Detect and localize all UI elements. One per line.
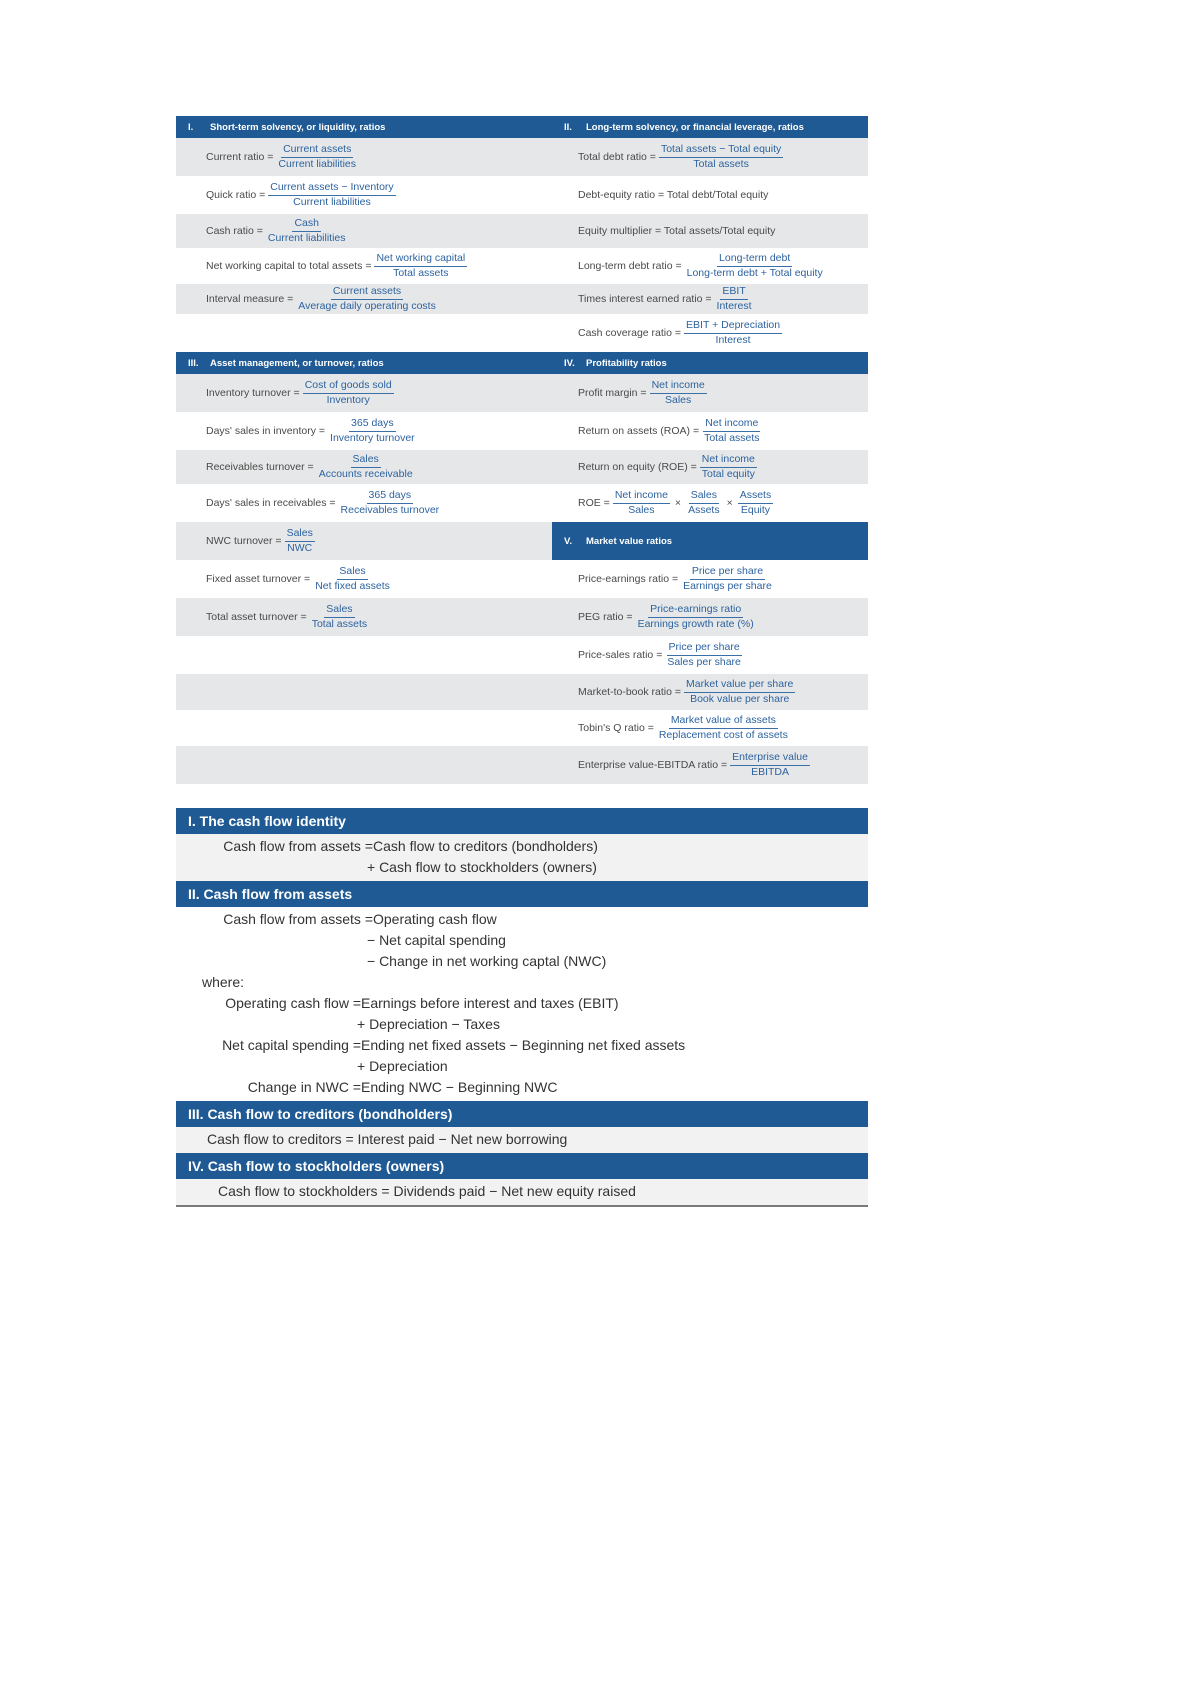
ratio-tobins-q: Tobin's Q ratio = $\frac{\text{Market value of assets}}{\text{Replacement cost of assets}}$: [552, 710, 868, 746]
section-header-cash-flow-to-stockholders: IV. Cash flow to stockholders (owners): [176, 1153, 868, 1179]
ratio-fixed-asset-turnover: Fixed asset turnover = $\frac{\text{Sales}}{\text{Net fixed assets}}$: [176, 560, 552, 598]
empty-cell: [176, 746, 552, 784]
ratio-days-sales-receivables: Days' sales in receivables = $\frac{\text{365 days}}{\text{Receivables turnover}}$: [176, 484, 552, 522]
ratio-cash-coverage: Cash coverage ratio = $\frac{\text{EBIT + Depreciation}}{\text{Interest}}$: [552, 314, 868, 352]
ratio-roe: Return on equity (ROE) = $\frac{\text{Net income}}{\text{Total equity}}$: [552, 450, 868, 484]
ratio-price-sales: Price-sales ratio = $\frac{\text{Price per share}}{\text{Sales per share}}$: [552, 636, 868, 674]
ratio-profit-margin: Profit margin = $\frac{\text{Net income}}{\text{Sales}}$: [552, 374, 868, 412]
ratio-times-interest-earned: Times interest earned ratio = $\frac{\text{EBIT}}{\text{Interest}}$: [552, 284, 868, 314]
ratio-interval-measure: Interval measure = $\frac{\text{Current assets}}{\text{Average daily operating costs}}$: [176, 284, 552, 314]
ratio-roa: Return on assets (ROA) = $\frac{\text{Net income}}{\text{Total assets}}$: [552, 412, 868, 450]
ratio-days-sales-inventory: Days' sales in inventory = $\frac{\text{365 days}}{\text{Inventory turnover}}$: [176, 412, 552, 450]
ratio-quick: Quick ratio = $\frac{\text{Current assets − Inventory}}{\text{Current liabilities}}$: [176, 176, 552, 214]
ratio-price-earnings: Price-earnings ratio = $\frac{\text{Price per share}}{\text{Earnings per share}}$: [552, 560, 868, 598]
ratio-total-asset-turnover: Total asset turnover = $\frac{\text{Sales}}{\text{Total assets}}$: [176, 598, 552, 636]
empty-cell: [176, 710, 552, 746]
cash-flow-to-stockholders-body: Cash flow to stockholders = Dividends paid − Net new equity raised: [176, 1179, 868, 1205]
ratio-equity-multiplier: Equity multiplier = Total assets/Total equity: [552, 214, 868, 248]
section-header-cash-flow-to-creditors: III. Cash flow to creditors (bondholders): [176, 1101, 868, 1127]
ratio-cash: Cash ratio = $\frac{\text{Cash}}{\text{Current liabilities}}$: [176, 214, 552, 248]
ratio-debt-equity: Debt-equity ratio = Total debt/Total equity: [552, 176, 868, 214]
cash-flow-summary-table: [176, 808, 868, 1207]
cash-flow-to-creditors-body: Cash flow to creditors = Interest paid − Net new borrowing: [176, 1127, 868, 1153]
section-title: Asset management, or turnover, ratios: [210, 357, 384, 369]
section-header-leverage: II. Long-term solvency, or financial leverage, ratios: [552, 116, 868, 138]
ratio-current: Current ratio = $\frac{\text{Current assets}}{\text{Current liabilities}}$: [176, 138, 552, 176]
section-header-cash-flow-from-assets: II. Cash flow from assets: [176, 881, 868, 907]
cash-flow-from-assets-body: Cash flow from assets = Operating cash flow − Net capital spending − Change in net working captal (NWC) where: Operating cash flow = Earnings before interest and taxes (EBIT) + Depreciation − Taxes Net capital spending = Ending net fixed assets − Beginning net fixed assets + Depreciation Change in NWC = Ending NWC − Beginning NWC: [176, 907, 868, 1101]
empty-cell: [176, 636, 552, 674]
ratio-total-debt: Total debt ratio = $\frac{\text{Total assets − Total equity}}{\text{Total assets}}$: [552, 138, 868, 176]
section-header-market-value: V. Market value ratios: [552, 522, 868, 560]
cash-flow-identity-body: Cash flow from assets = Cash flow to creditors (bondholders) + Cash flow to stockholders (owners): [176, 834, 868, 881]
ratio-peg: PEG ratio = $\frac{\text{Price-earnings ratio}}{\text{Earnings growth rate (\%)}}$: [552, 598, 868, 636]
section-header-asset-management: III. Asset management, or turnover, ratios: [176, 352, 552, 374]
ratio-nwc-to-assets: Net working capital to total assets = $\frac{\text{Net working capital}}{\text{Total assets}}$: [176, 248, 552, 284]
ratio-market-to-book: Market-to-book ratio = $\frac{\text{Market value per share}}{\text{Book value per share}}$: [552, 674, 868, 710]
empty-cell: [176, 674, 552, 710]
section-title: Long-term solvency, or financial leverage, ratios: [586, 121, 804, 133]
section-header-profitability: IV. Profitability ratios: [552, 352, 868, 374]
empty-cell: [176, 314, 552, 352]
section-title: Market value ratios: [586, 535, 673, 547]
ratio-ev-ebitda: Enterprise value-EBITDA ratio = $\frac{\text{Enterprise value}}{\text{EBITDA}}$: [552, 746, 868, 784]
ratio-inventory-turnover: Inventory turnover = $\frac{\text{Cost of goods sold}}{\text{Inventory}}$: [176, 374, 552, 412]
ratio-receivables-turnover: Receivables turnover = $\frac{\text{Sales}}{\text{Accounts receivable}}$: [176, 450, 552, 484]
ratio-roe-dupont: ROE = $\frac{\text{Net income}}{\text{Sales}}$ × $\frac{\text{Sales}}{\text{Assets}}$ × $\frac{\text{Assets}}{\text{Equity}}$: [552, 484, 868, 522]
financial-ratios-table: [176, 116, 868, 783]
section-title: Short-term solvency, or liquidity, ratios: [210, 121, 386, 133]
section-title: Profitability ratios: [586, 357, 667, 369]
ratio-long-term-debt: Long-term debt ratio = $\frac{\text{Long-term debt}}{\text{Long-term debt + Total equity}}$: [552, 248, 868, 284]
ratio-nwc-turnover: NWC turnover = $\frac{\text{Sales}}{\text{NWC}}$: [176, 522, 552, 560]
ratios-grid: [176, 116, 868, 784]
section-header-liquidity: I. Short-term solvency, or liquidity, ratios: [176, 116, 552, 138]
section-header-cash-flow-identity: I. The cash flow identity: [176, 808, 868, 834]
